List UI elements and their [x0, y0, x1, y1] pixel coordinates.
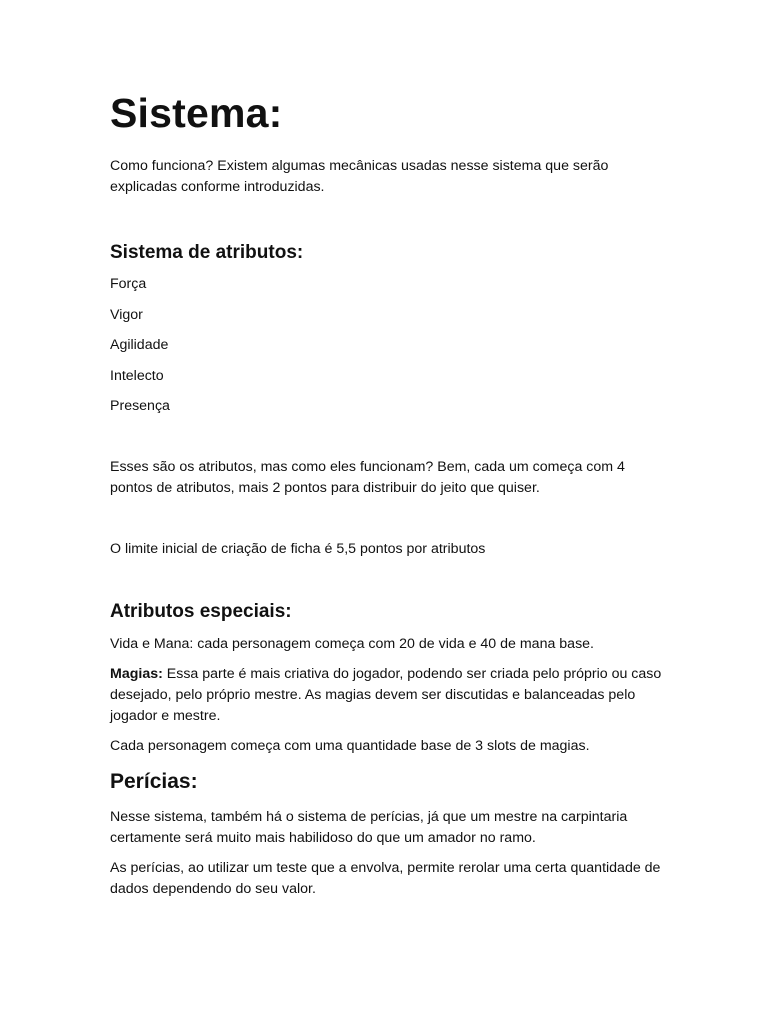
attribute-item-vigor: Vigor [110, 306, 143, 323]
intro-paragraph: Como funciona? Existem algumas mecânicas usadas nesse sistema que serão explicadas conforme introduzidas. [110, 158, 609, 195]
skills-paragraph-1: Nesse sistema, também há o sistema de perícias, já que um mestre na carpintaria certamente será muito mais habilidoso do que um amador no ramo. [110, 809, 628, 846]
attribute-item-agilidade: Agilidade [110, 337, 169, 353]
document-content [110, 88, 662, 900]
magic-text: Essa parte é mais criativa do jogador, podendo ser criada pelo próprio ou caso desejado, pelo próprio mestre. As magias devem ser discutidas e balanceadas pelo jogador e mestre. [110, 666, 662, 724]
attributes-limit: O limite inicial de criação de ficha é 5,5 pontos por atributos [110, 541, 486, 557]
attributes-explanation: Esses são os atributos, mas como eles funcionam? Bem, cada um começa com 4 pontos de atributos, mais 2 pontos para distribuir do jeito que quiser. [110, 459, 625, 496]
magic-paragraph [110, 664, 662, 727]
attribute-item-intelecto: Intelecto [110, 367, 164, 384]
page-title: Sistema: [110, 90, 283, 136]
life-mana-paragraph: Vida e Mana: cada personagem começa com 20 de vida e 40 de mana base. [110, 636, 594, 652]
skills-paragraph-2: As perícias, ao utilizar um teste que a envolva, permite rerolar uma certa quantidade de dados dependendo do seu valor. [110, 860, 661, 897]
special-attributes-heading: Atributos especiais: [110, 601, 292, 622]
attributes-heading: Sistema de atributos: [110, 242, 304, 263]
attributes-list [110, 274, 662, 417]
skills-heading: Perícias: [110, 770, 198, 793]
magic-label: Magias: [110, 666, 163, 682]
attribute-item-presenca: Presença [110, 398, 170, 414]
attribute-item-forca: Força [110, 276, 147, 292]
magic-slots-paragraph: Cada personagem começa com uma quantidade base de 3 slots de magias. [110, 738, 590, 754]
